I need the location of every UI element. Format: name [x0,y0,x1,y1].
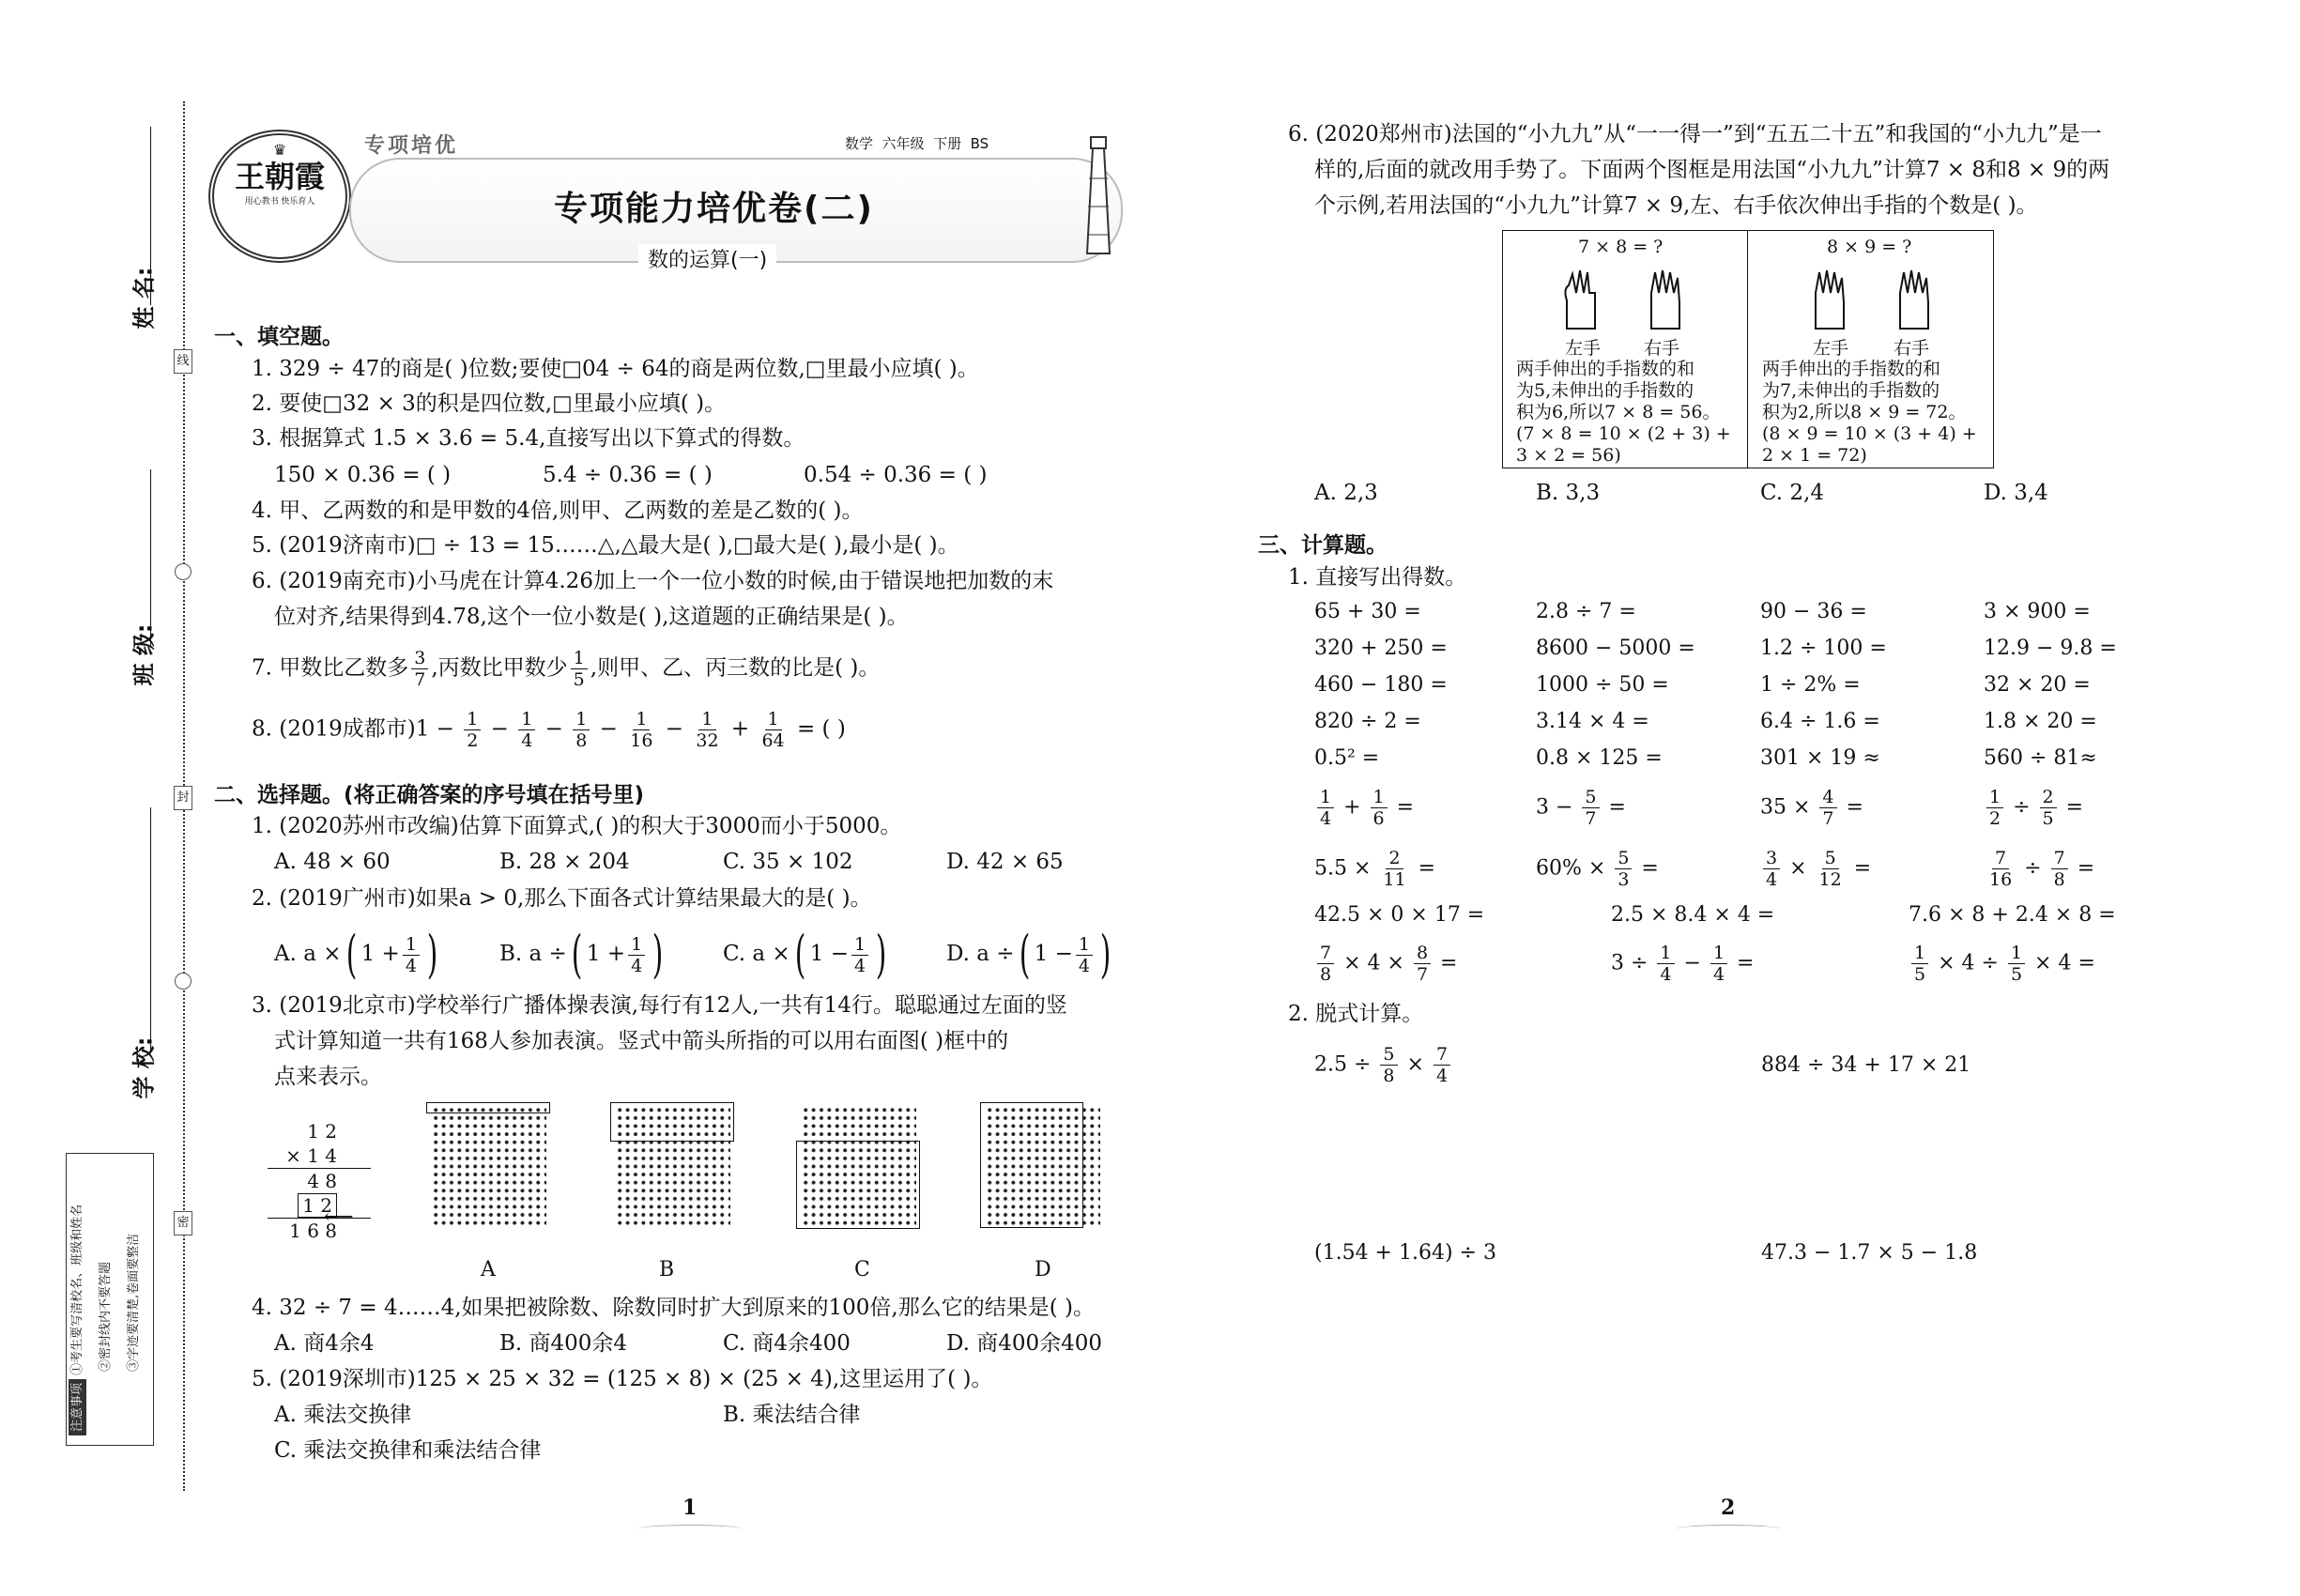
r-q6-opt-b[interactable]: B. 3,3 [1536,481,1601,505]
s1-q3: 3. 根据算式 1.5 × 3.6 = 5.4,直接写出以下算式的得数。 [252,426,805,451]
q8-text: = ( ) [796,716,846,742]
s2-q2-opt-d[interactable]: D. a ÷( 1 − $\frac{1}{4}$ ) [946,925,1112,984]
s1-q3c: 0.54 ÷ 0.36 = ( ) [804,463,988,487]
right-hand-icon [1893,265,1936,330]
section1-heading: 一、填空题。 [214,325,344,349]
left-hand-icon [1559,265,1602,330]
s1-q3a: 150 × 0.36 = ( ) [274,463,452,487]
s1-q6-line1: 6. (2019南充市)小马虎在计算4.26加上一个一位小数的时候,由于错误地把加数的末 [252,569,1054,593]
fraction: $\frac{1}{32}$ [696,709,719,751]
r-q6-opt-d[interactable]: D. 3,4 [1984,481,2048,505]
s2-q1-opt-c[interactable]: C. 35 × 102 [723,850,853,874]
notice-title: 注意事项 [69,1379,86,1435]
punch-hole-icon [175,563,192,580]
calc-item: 3 − $\frac{5}{7}$ = [1536,787,1626,829]
page-number-2: 2 [1721,1496,1736,1520]
fig-label-a: A [481,1258,496,1281]
box2-text: 两手伸出的手指数的和 [1762,359,1941,379]
s1-q3b: 5.4 ÷ 0.36 = ( ) [543,463,713,487]
box2-text: 2 × 1 = 72) [1762,445,1867,466]
s1-q7 [252,648,880,690]
q7-text: 7. 甲数比乙数多 [252,655,409,681]
fraction: $\frac{3}{7}$ [411,648,428,690]
name-line[interactable] [150,127,151,305]
cut-mark-feng: 封 [174,786,192,810]
step-calc: (1.54 + 1.64) ÷ 3 [1314,1241,1496,1265]
lighthouse-icon [1080,131,1117,255]
calc-item: $\frac{3}{4}$ × $\frac{5}{12}$ = [1760,848,1871,890]
box2-title: 8 × 9 = ? [1827,237,1912,257]
calc-item: 820 ÷ 2 = [1314,710,1421,733]
fraction: $\frac{1}{4}$ [518,709,535,751]
fig-label-d: D [1035,1258,1051,1281]
s1-q2: 2. 要使□32 × 3的积是四位数,□里最小应填( )。 [252,391,727,416]
class-line[interactable] [150,469,151,648]
calc-item: 301 × 19 ≈ [1760,746,1880,770]
s2-q2-opt-a[interactable]: A. a ×( 1 + $\frac{1}{4}$ ) [274,925,438,984]
calc-item: 1.2 ÷ 100 = [1760,637,1887,660]
frame-d [980,1102,1083,1228]
hand-figure [1502,230,1994,468]
box2-right-label: 右手 [1894,338,1930,359]
s2-q3-line1: 3. (2019北京市)学校举行广播体操表演,每行有12人,一共有14行。聪聪通过左面的竖 [252,993,1067,1018]
calc-item: 3 ÷ $\frac{1}{4}$ − $\frac{1}{4}$ = [1611,943,1755,985]
r-q6-line1: 6. (2020郑州市)法国的“小九九”从“一一得一”到“五五二十五”和我国的“小九九”是一 [1288,122,2102,146]
series-tag: 专项培优 [364,134,459,158]
calc-item: 6.4 ÷ 1.6 = [1760,710,1880,733]
fig-label-c: C [854,1258,870,1281]
class-label: 班 级: [130,623,158,686]
name-label: 姓 名: [130,267,158,330]
calc-item: 32 × 20 = [1984,673,2091,697]
s2-q4-opt-a[interactable]: A. 商4余4 [274,1331,375,1356]
frame-b [610,1102,734,1142]
calc-item: 3 × 900 = [1984,600,2091,623]
notice-item: ③字迹要清楚,卷面要整洁 [127,1233,141,1372]
calc-item: 1.8 × 20 = [1984,710,2097,733]
page-number-1: 1 [682,1496,698,1520]
calc-item: 8600 − 5000 = [1536,637,1695,660]
logo-text: 王朝霞 [234,159,325,194]
s2-q3-line2: 式计算知道一共有168人参加表演。竖式中箭头所指的可以用右面图( )框中的 [274,1029,1009,1053]
s1-q5: 5. (2019济南市)□ ÷ 13 = 15……△,△最大是( ),□最大是( ),最小是( )。 [252,533,959,558]
vertical-multiplication: 1 2 × 1 4 4 8 1 2 1 6 8 [268,1119,371,1243]
step-calc: 884 ÷ 34 + 17 × 21 [1761,1053,1971,1077]
box1-text: (7 × 8 = 10 × (2 + 3) + [1516,423,1731,444]
calc-item: $\frac{1}{2}$ ÷ $\frac{2}{5}$ = [1984,787,2083,829]
r-q6-line3: 个示例,若用法国的“小九九”计算7 × 9,左、右手依次伸出手指的个数是( )。 [1314,193,2038,218]
box1-left-label: 左手 [1565,338,1602,359]
s2-q5: 5. (2019深圳市)125 × 25 × 32 = (125 × 8) × (25 × 4),这里运用了( )。 [252,1367,993,1391]
step-calc: 2.5 ÷ $\frac{5}{8}$ × $\frac{7}{4}$ [1314,1044,1453,1086]
box1-text: 为5,未伸出的手指数的 [1516,380,1694,401]
school-line[interactable] [150,807,151,1051]
calc-item: 320 + 250 = [1314,637,1448,660]
calc-item: $\frac{1}{4}$ + $\frac{1}{6}$ = [1314,787,1414,829]
s2-q5-opt-c[interactable]: C. 乘法交换律和乘法结合律 [274,1438,542,1463]
s2-q3-line3: 点来表示。 [274,1065,382,1089]
footer-ornament [1677,1525,1780,1533]
calc-item: 7.6 × 8 + 2.4 × 8 = [1909,903,2116,927]
box2-left-label: 左手 [1813,338,1849,359]
s2-q1-opt-d[interactable]: D. 42 × 65 [946,850,1064,874]
box1-title: 7 × 8 = ? [1578,237,1664,257]
fraction: $\frac{1}{16}$ [630,709,653,751]
s1-q1: 1. 329 ÷ 47的商是( )位数;要使□04 ÷ 64的商是两位数,□里最小应填( )。 [252,357,979,381]
q8-text: 8. (2019成都市)1 − [252,716,454,742]
s2-q4: 4. 32 ÷ 7 = 4……4,如果把被除数、除数同时扩大到原来的100倍,那么它的结果是( )。 [252,1296,1095,1320]
calc-item: $\frac{7}{16}$ ÷ $\frac{7}{8}$ = [1989,848,2095,890]
notice-box [66,1153,154,1446]
r-q6-line2: 样的,后面的就改用手势了。下面两个图框是用法国“小九九”计算7 × 8和8 × 9的两 [1314,158,2110,182]
calc-item: $\frac{7}{8}$ × 4 × $\frac{8}{7}$ = [1314,943,1457,985]
s2-q5-opt-a[interactable]: A. 乘法交换律 [274,1403,412,1427]
calc-item: 0.5² = [1314,746,1380,770]
crown-icon: ♛ [272,141,287,159]
logo-subtext: 用心教书 快乐育人 [244,197,315,207]
calc-item: 0.8 × 125 = [1536,746,1663,770]
s2-q1-opt-a[interactable]: A. 48 × 60 [274,850,391,874]
left-hand-icon [1808,265,1851,330]
dot-grid-a[interactable] [432,1106,546,1226]
fraction: $\frac{1}{5}$ [571,648,588,690]
s2-q1: 1. (2020苏州市改编)估算下面算式,( )的积大于3000而小于5000。 [252,814,902,838]
box2-text: 积为2,所以8 × 9 = 72。 [1762,402,1967,422]
section3-heading: 三、计算题。 [1258,533,1388,558]
s3-sub1: 1. 直接写出得数。 [1288,565,1467,590]
right-hand-icon [1644,265,1687,330]
cut-mark-mi: 密 [174,1211,192,1235]
cut-mark-xian: 线 [174,349,192,374]
s2-q2-opt-c[interactable]: C. a ×( 1 − $\frac{1}{4}$ ) [723,925,887,984]
calc-item: 3.14 × 4 = [1536,710,1649,733]
calc-item: 60% × $\frac{5}{3}$ = [1536,848,1659,890]
punch-hole-icon [175,973,192,990]
notice-item: ①考生要写清校名、班级和姓名 [70,1204,84,1375]
header-meta: 数学 六年级 下册 BS [845,135,989,152]
s1-q4: 4. 甲、乙两数的和是甲数的4倍,则甲、乙两数的差是乙数的( )。 [252,499,864,523]
s1-q8: 8. (2019成都市)1 − $\frac{1}{2}$ − $\frac{1}{4}$ − $\frac{1}{8}$ − $\frac{1}{16}$ − $\frac{1}{32}$ + $\frac{1}{64}$ = ( ) [252,709,846,751]
section2-heading: 二、选择题。(将正确答案的序号填在括号里) [214,783,645,807]
fraction: $\frac{1}{2}$ [464,709,481,751]
calc-item: 5.5 × $\frac{2}{11}$ = [1314,848,1436,890]
s2-q4-opt-d[interactable]: D. 商400余400 [946,1331,1103,1356]
arrow-icon: ⟵ [324,1205,354,1229]
calc-item: 42.5 × 0 × 17 = [1314,903,1485,927]
box2-text: (8 × 9 = 10 × (3 + 4) + [1762,423,1977,444]
s2-q1-opt-b[interactable]: B. 28 × 204 [499,850,630,874]
r-q6-opt-c[interactable]: C. 2,4 [1760,481,1824,505]
notice-item: ②密封线内不要答题 [99,1261,113,1372]
fraction: $\frac{1}{64}$ [761,709,785,751]
calc-item: 90 − 36 = [1760,600,1867,623]
calc-item: $\frac{1}{5}$ × 4 ÷ $\frac{1}{5}$ × 4 = [1909,943,2095,985]
box1-text: 3 × 2 = 56) [1516,445,1621,466]
calc-item: 2.5 × 8.4 × 4 = [1611,903,1775,927]
page-subtitle: 数的运算(一) [638,244,776,273]
calc-item: 460 − 180 = [1314,673,1448,697]
s3-sub2: 2. 脱式计算。 [1288,1002,1424,1026]
calc-item: 560 ÷ 81≈ [1984,746,2097,770]
s2-q4-opt-c[interactable]: C. 商4余400 [723,1331,851,1356]
q7-text: ,则甲、乙、丙三数的比是( )。 [590,655,881,681]
calc-item: 1 ÷ 2% = [1760,673,1861,697]
calc-item: 1000 ÷ 50 = [1536,673,1669,697]
fraction: $\frac{1}{8}$ [573,709,590,751]
brand-logo [208,130,351,263]
s2-q2: 2. (2019广州市)如果a > 0,那么下面各式计算结果最大的是( )。 [252,886,872,911]
school-label: 学 校: [130,1036,158,1099]
calc-item: 2.8 ÷ 7 = [1536,600,1636,623]
box2-text: 为7,未伸出的手指数的 [1762,380,1940,401]
fig-label-b: B [659,1258,675,1281]
frame-c [796,1141,920,1229]
calc-item: 12.9 − 9.8 = [1984,637,2117,660]
s1-q6-line2: 位对齐,结果得到4.78,这个一位小数是( ),这道题的正确结果是( )。 [274,605,909,629]
s2-q5-opt-b[interactable]: B. 乘法结合律 [723,1403,861,1427]
frame-a [426,1102,550,1113]
box1-text: 两手伸出的手指数的和 [1516,359,1695,379]
calc-item: 65 + 30 = [1314,600,1421,623]
s2-q4-opt-b[interactable]: B. 商400余4 [499,1331,628,1356]
q7-text: ,丙数比甲数少 [431,655,568,681]
page-title: 专项能力培优卷(二) [554,190,874,228]
box1-text: 积为6,所以7 × 8 = 56。 [1516,402,1721,422]
step-calc: 47.3 − 1.7 × 5 − 1.8 [1761,1241,1978,1265]
calc-item: 35 × $\frac{4}{7}$ = [1760,787,1863,829]
box1-right-label: 右手 [1644,338,1680,359]
r-q6-opt-a[interactable]: A. 2,3 [1314,481,1378,505]
footer-ornament [638,1525,742,1533]
s2-q2-opt-b[interactable]: B. a ÷( 1 + $\frac{1}{4}$ ) [499,925,664,984]
